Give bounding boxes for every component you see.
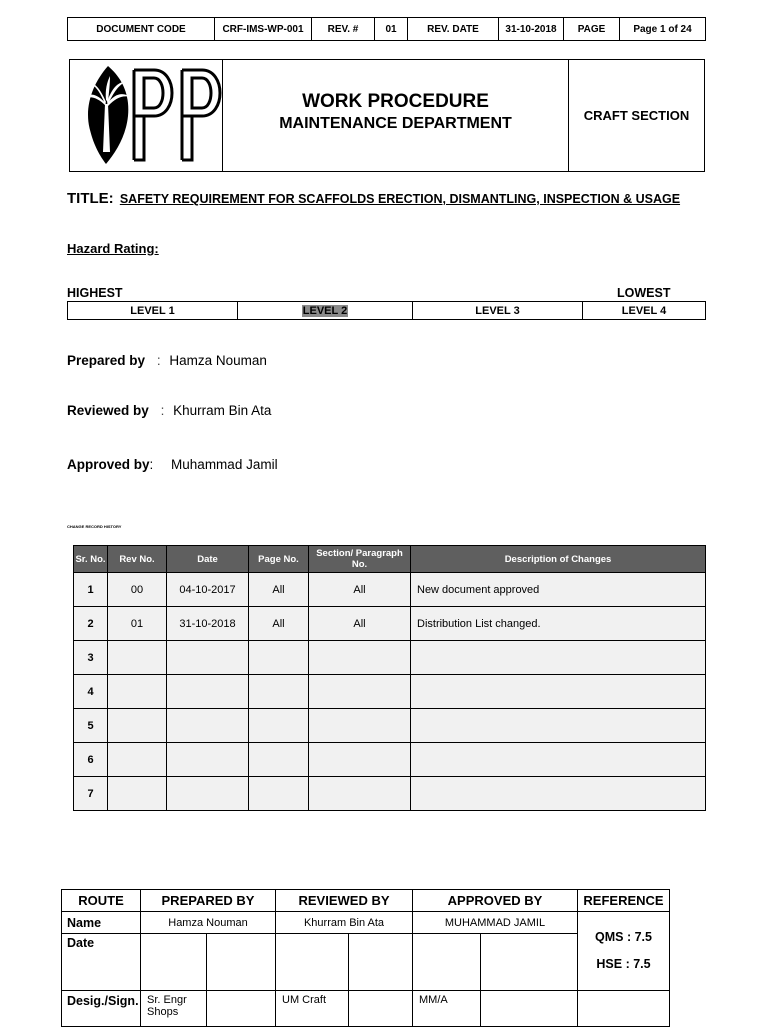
table-cell	[167, 777, 249, 811]
table-cell	[167, 743, 249, 777]
route-desig-row	[62, 991, 670, 1027]
table-cell	[309, 675, 411, 709]
row-sr-no: 5	[74, 709, 108, 743]
section-name: CRAFT SECTION	[583, 108, 690, 123]
table-cell	[249, 777, 309, 811]
prepared-sign-cell	[207, 991, 276, 1027]
hazard-level-table	[67, 301, 706, 320]
approved-name-cell: MUHAMMAD JAMIL	[413, 912, 578, 934]
table-cell: All	[309, 607, 411, 641]
hazard-level-1: LEVEL 1	[68, 302, 238, 320]
company-logo	[70, 60, 222, 171]
route-header-row	[62, 890, 670, 912]
table-cell	[167, 709, 249, 743]
change-record-label: CHANGE RECORD HISTORY	[67, 524, 122, 529]
row-description	[411, 641, 706, 675]
hazard-level-3: LEVEL 3	[413, 302, 583, 320]
hse-reference: HSE : 7.5	[596, 957, 651, 971]
reviewed-by-separator: :	[160, 403, 165, 418]
col-description: Description of Changes	[411, 546, 706, 573]
route-name-row	[62, 912, 670, 934]
table-cell	[249, 641, 309, 675]
approved-date-cell	[413, 934, 481, 991]
reference-sign-cell	[578, 991, 670, 1027]
table-cell	[108, 709, 167, 743]
prepared-name-cell: Hamza Nouman	[141, 912, 276, 934]
table-cell	[309, 743, 411, 777]
table-row	[74, 709, 706, 743]
reviewed-date-cell	[276, 934, 349, 991]
row-sr-no: 2	[74, 607, 108, 641]
reviewed-name-cell: Khurram Bin Ata	[276, 912, 413, 934]
row-description: Distribution List changed.	[411, 607, 706, 641]
approved-date-sign-cell	[481, 934, 578, 991]
row-description	[411, 675, 706, 709]
desig-row-label: Desig./Sign.	[62, 991, 141, 1027]
title-text: SAFETY REQUIREMENT FOR SCAFFOLDS ERECTION, DISMANTLING, INSPECTION & USAGE	[119, 192, 681, 206]
rev-label: REV. #	[312, 18, 375, 41]
reviewed-by-name: Khurram Bin Ata	[173, 403, 272, 418]
table-cell	[249, 675, 309, 709]
prepared-desig-cell: Sr. Engr Shops	[141, 991, 207, 1027]
prepared-by-header: PREPARED BY	[141, 890, 276, 912]
approved-by-name: Muhammad Jamil	[171, 457, 278, 472]
doc-code-value: CRF-IMS-WP-001	[215, 18, 312, 41]
table-cell: 04-10-2017	[167, 573, 249, 607]
approved-by-separator: :	[149, 457, 154, 472]
table-cell	[108, 743, 167, 777]
table-row	[74, 777, 706, 811]
page-value: Page 1 of 24	[620, 18, 706, 41]
table-cell: 01	[108, 607, 167, 641]
header-box	[69, 59, 705, 172]
table-cell	[167, 641, 249, 675]
table-cell	[309, 641, 411, 675]
reviewed-date-sign-cell	[349, 934, 413, 991]
col-sr-no: Sr. No.	[74, 546, 108, 573]
table-cell: 31-10-2018	[167, 607, 249, 641]
table-cell	[108, 675, 167, 709]
reviewed-by-label: Reviewed by	[67, 403, 149, 418]
doc-code-label: DOCUMENT CODE	[68, 18, 215, 41]
hazard-level-2	[238, 302, 413, 320]
rev-value: 01	[375, 18, 408, 41]
row-description: New document approved	[411, 573, 706, 607]
reviewed-sign-cell	[349, 991, 413, 1027]
table-cell	[249, 743, 309, 777]
hazard-level-selected: LEVEL 2	[302, 304, 348, 317]
prepared-date-cell	[141, 934, 207, 991]
table-cell: All	[309, 573, 411, 607]
table-cell: 00	[108, 573, 167, 607]
approved-by-label: Approved by	[67, 457, 150, 472]
approved-sign-cell	[481, 991, 578, 1027]
name-row-label: Name	[62, 912, 141, 934]
table-cell: All	[249, 573, 309, 607]
reference-cell	[578, 912, 670, 991]
department-subtitle: MAINTENANCE DEPARTMENT	[279, 115, 512, 132]
reviewed-by-header: REVIEWED BY	[276, 890, 413, 912]
table-row	[74, 607, 706, 641]
hazard-rating-label: Hazard Rating:	[67, 241, 159, 256]
reviewed-by-line	[67, 403, 271, 418]
table-row	[74, 573, 706, 607]
row-sr-no: 3	[74, 641, 108, 675]
reviewed-desig-cell: UM Craft	[276, 991, 349, 1027]
route-signoff-table	[61, 889, 670, 1027]
route-header: ROUTE	[62, 890, 141, 912]
change-table-header	[74, 546, 706, 573]
approved-by-line	[67, 457, 278, 472]
table-row	[74, 743, 706, 777]
reference-header: REFERENCE	[578, 890, 670, 912]
row-sr-no: 7	[74, 777, 108, 811]
col-section: Section/ Paragraph No.	[309, 546, 411, 573]
hazard-level-4: LEVEL 4	[583, 302, 706, 320]
prepared-date-sign-cell	[207, 934, 276, 991]
procedure-title-cell	[222, 60, 569, 171]
table-row	[74, 641, 706, 675]
row-sr-no: 1	[74, 573, 108, 607]
row-description	[411, 777, 706, 811]
hazard-lowest-label: LOWEST	[617, 286, 671, 300]
table-cell	[108, 641, 167, 675]
rev-date-label: REV. DATE	[408, 18, 499, 41]
prepared-by-separator: :	[156, 353, 161, 368]
document-code-strip	[67, 17, 706, 41]
date-row-label: Date	[62, 934, 141, 991]
table-cell	[167, 675, 249, 709]
col-rev-no: Rev No.	[108, 546, 167, 573]
approved-by-header: APPROVED BY	[413, 890, 578, 912]
table-cell	[309, 709, 411, 743]
hazard-highest-label: HIGHEST	[67, 286, 123, 300]
prepared-by-label: Prepared by	[67, 353, 146, 368]
change-record-table	[73, 545, 706, 811]
table-cell: All	[249, 607, 309, 641]
row-sr-no: 4	[74, 675, 108, 709]
prepared-by-line	[67, 353, 267, 368]
approved-desig-cell: MM/A	[413, 991, 481, 1027]
prepared-by-name: Hamza Nouman	[169, 353, 267, 368]
title-label: TITLE:	[67, 190, 114, 207]
procedure-title: WORK PROCEDURE	[302, 91, 489, 112]
row-sr-no: 6	[74, 743, 108, 777]
page-label: PAGE	[564, 18, 620, 41]
row-description	[411, 709, 706, 743]
rev-date-value: 31-10-2018	[499, 18, 564, 41]
table-cell	[108, 777, 167, 811]
col-page-no: Page No.	[249, 546, 309, 573]
table-cell	[309, 777, 411, 811]
col-date: Date	[167, 546, 249, 573]
qms-reference: QMS : 7.5	[595, 930, 652, 944]
document-title-line	[67, 190, 680, 207]
table-cell	[249, 709, 309, 743]
table-row	[74, 675, 706, 709]
row-description	[411, 743, 706, 777]
